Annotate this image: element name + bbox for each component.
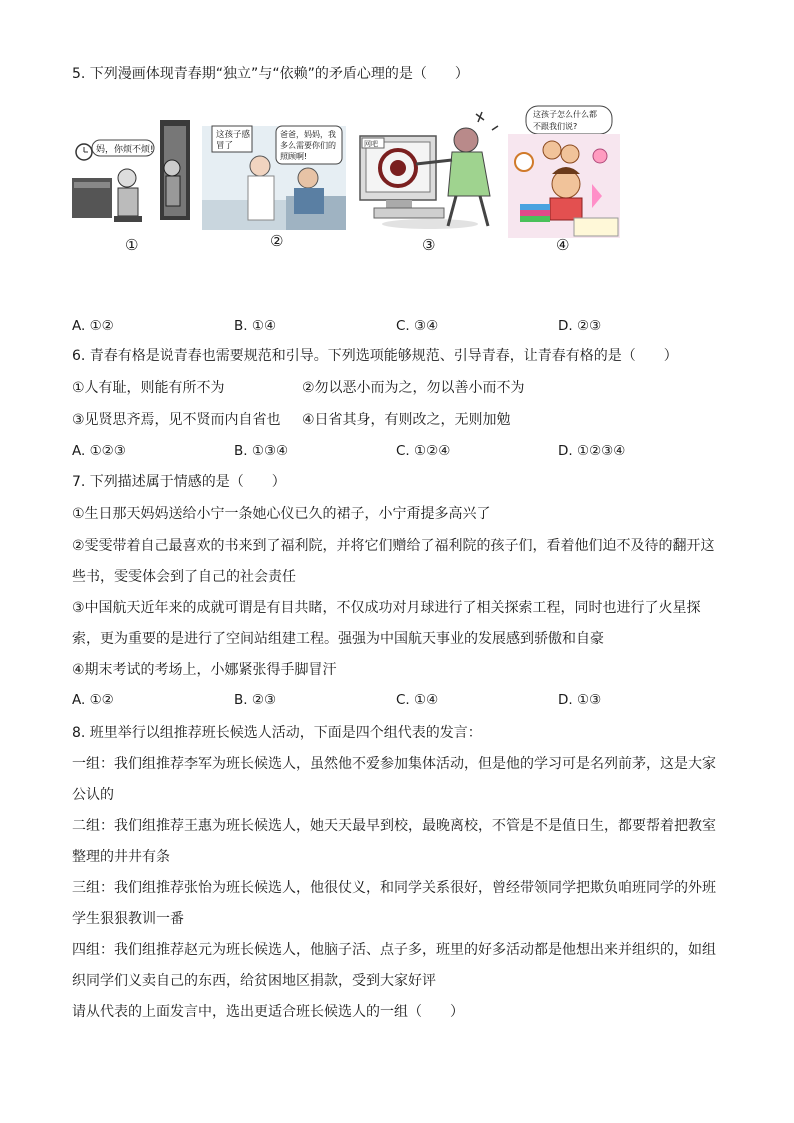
q5-option-b[interactable]: B. ①④ bbox=[234, 318, 277, 334]
q6-item-1: ①人有耻，则能有所不为 bbox=[72, 380, 225, 396]
panel-3-screen-text: 网吧 bbox=[364, 140, 378, 148]
cartoon-panel-3 bbox=[356, 100, 504, 240]
q7-option-d[interactable]: D. ①③ bbox=[558, 692, 602, 708]
q7-line-5: 索，更为重要的是进行了空间站组建工程。强强为中国航天事业的发展感到骄傲和自豪 bbox=[72, 631, 604, 647]
cartoon-panel-4 bbox=[508, 100, 620, 240]
panel-1-bubble: 妈，你烦不烦! bbox=[96, 145, 154, 155]
q5-option-a[interactable]: A. ①② bbox=[72, 318, 114, 334]
q7-line-6: ④期末考试的考场上，小娜紧张得手脚冒汗 bbox=[72, 662, 337, 678]
q7-line-2: ②雯雯带着自己最喜欢的书来到了福利院，并将它们赠给了福利院的孩子们，看着他们迫不及待的翻开这 bbox=[72, 538, 715, 554]
q5-stem: 5. 下列漫画体现青春期“独立”与“依赖”的矛盾心理的是（ ） bbox=[72, 66, 469, 82]
q8-stem: 8. 班里举行以组推荐班长候选人活动，下面是四个组代表的发言： bbox=[72, 725, 482, 741]
cartoon-panel-1 bbox=[72, 100, 194, 240]
panel-2-bubble-left-1: 这孩子感 bbox=[216, 130, 251, 140]
q7-option-b[interactable]: B. ②③ bbox=[234, 692, 277, 708]
q6-option-b[interactable]: B. ①③④ bbox=[234, 443, 289, 459]
q8-line-5: 三组：我们组推荐张怡为班长候选人，他很仗义，和同学关系很好，曾经带领同学把欺负咱班同学的外班 bbox=[72, 880, 716, 896]
panel-4-bubble-1: 这孩子怎么什么都 bbox=[533, 110, 597, 119]
q8-line-7: 四组：我们组推荐赵元为班长候选人，他脑子活、点子多，班里的好多活动都是他想出来并组织的，如组 bbox=[72, 942, 716, 958]
q8-line-1: 一组：我们组推荐李军为班长候选人，虽然他不爱参加集体活动，但是他的学习可是名列前茅，这是大家 bbox=[72, 756, 716, 772]
panel-1-label: ① bbox=[125, 236, 139, 254]
panel-2-bubble-right-2: 多么需要你们的 bbox=[280, 141, 336, 150]
panel-2-label: ② bbox=[270, 232, 284, 250]
q7-line-1: ①生日那天妈妈送给小宁一条她心仪已久的裙子，小宁甭提多高兴了 bbox=[72, 506, 491, 522]
q8-line-8: 织同学们义卖自己的东西，给贫困地区捐款，受到大家好评 bbox=[72, 973, 436, 989]
q6-stem: 6. 青春有格是说青春也需要规范和引导。下列选项能够规范、引导青春，让青春有格的是（ ） bbox=[72, 348, 678, 364]
q8-line-2: 公认的 bbox=[72, 787, 114, 803]
q6-option-a[interactable]: A. ①②③ bbox=[72, 443, 126, 459]
panel-2-bubble-left-2: 冒了 bbox=[216, 141, 234, 151]
panel-2-bubble-right-1: 爸爸，妈妈，我 bbox=[280, 130, 336, 139]
q5-option-d[interactable]: D. ②③ bbox=[558, 318, 602, 334]
q5-option-c[interactable]: C. ③④ bbox=[396, 318, 439, 334]
panel-4-bubble-2: 不跟我们说? bbox=[533, 122, 578, 131]
q7-option-a[interactable]: A. ①② bbox=[72, 692, 114, 708]
q6-item-2: ②勿以恶小而为之，勿以善小而不为 bbox=[302, 380, 525, 396]
q8-line-6: 学生狠狠教训一番 bbox=[72, 911, 184, 927]
panel-3-label: ③ bbox=[422, 236, 436, 254]
q6-item-4: ④日省其身，有则改之，无则加勉 bbox=[302, 412, 511, 428]
q8-line-9: 请从代表的上面发言中，选出更适合班长候选人的一组（ ） bbox=[72, 1004, 464, 1020]
q7-line-3: 些书，雯雯体会到了自己的社会责任 bbox=[72, 569, 296, 585]
cartoon-panel-2 bbox=[202, 100, 346, 240]
q6-option-c[interactable]: C. ①②④ bbox=[396, 443, 451, 459]
q7-stem: 7. 下列描述属于情感的是（ ） bbox=[72, 474, 286, 490]
q7-line-4: ③中国航天近年来的成就可谓是有目共睹，不仅成功对月球进行了相关探索工程，同时也进行了火星探 bbox=[72, 600, 701, 616]
q7-option-c[interactable]: C. ①④ bbox=[396, 692, 439, 708]
q6-item-3: ③见贤思齐焉，见不贤而内自省也 bbox=[72, 412, 281, 428]
q6-option-d[interactable]: D. ①②③④ bbox=[558, 443, 626, 459]
panel-4-label: ④ bbox=[556, 236, 570, 254]
q8-line-4: 整理的井井有条 bbox=[72, 849, 170, 865]
q8-line-3: 二组：我们组推荐王惠为班长候选人，她天天最早到校，最晚离校，不管是不是值日生，都要帮着把教室 bbox=[72, 818, 716, 834]
panel-2-bubble-right-3: 照顾啊! bbox=[280, 152, 308, 161]
